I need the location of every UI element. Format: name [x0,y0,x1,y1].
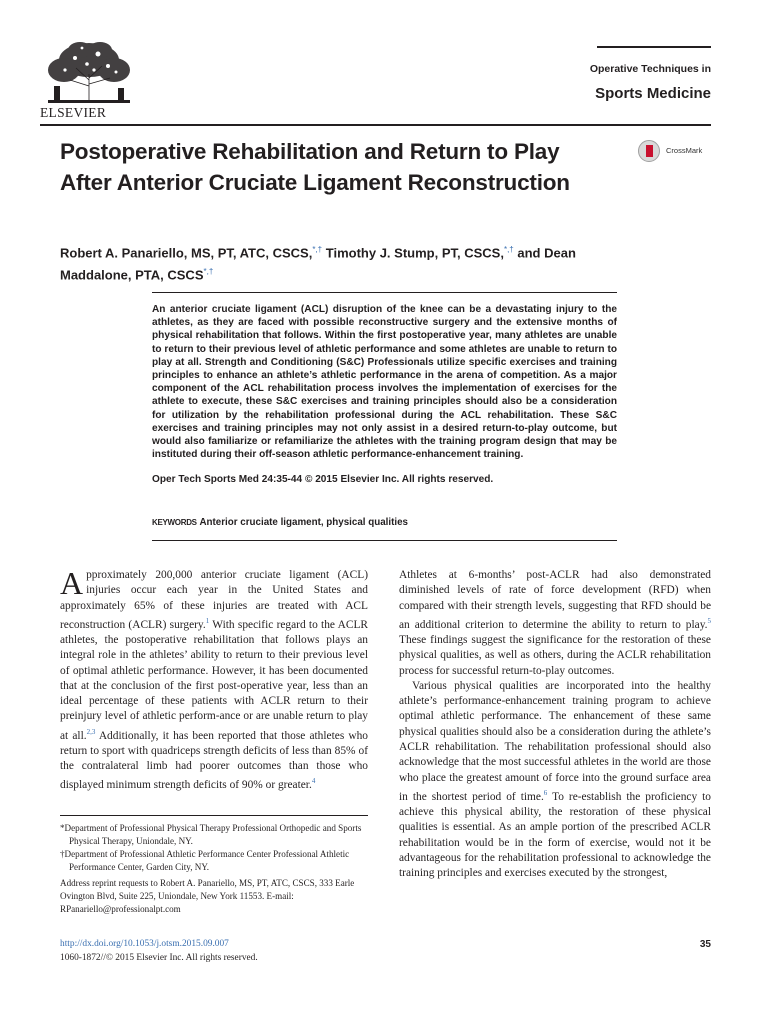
keywords-label: KEYWORDS [152,518,197,527]
footnote-rule [60,815,368,816]
abstract-text: An anterior cruciate ligament (ACL) disruption of the knee can be a devastating injury to the athletes, as they are faced with possible reconstructive surgery and the extensive months of physical rehabilitation that follows. Within the first postoperative year, many athletes are unable to return to their previous level of athletic performance and some athletes are unable to return to play at all. Strength and Conditioning (S&C) Professionals utilize specific exercises and training principles to enhance an athlete’s athletic performance in the arena of competition. As a major component of the ACL rehabilitation process involves the implementation of exercises for the athlete to execute, these S&C exercises and training principles should also be a consideration for utilization by the rehabilitation professional during the ACL rehabilitation. These S&C exercises and training principles may not only assist in a desired return-to-play outcome, but would also familiarize or refamiliarize the athletes with the training program design that may be instituted during their off-season athletic performance-enhancement training. [152,304,617,461]
body-text: Athletes at 6-months’ post-ACLR had also demonstrated diminished levels of rate of force development (RFD) when compared with their strength levels, suggesting that RFD should be an additional criterion to determine the ability to return to play. [399,569,711,631]
body-column-left [60,565,368,794]
body-text: Various physical qualities are incorporated into the healthy athlete’s performance-enhancement training program to achieve optimal athletic performance. The enhancement of these same physical qualities should also be a consideration during the athlete’s ACLR rehabilitation. The rehabilitation professional should also acknowledge that the most successful athletes in the world are those who place the greatest amount of force into the ground surface area in the shortest period of time. [399,679,711,803]
keywords-text: Anterior cruciate ligament, physical qualities [199,517,408,528]
body-text: With specific regard to the ACLR athletes, the postoperative rehabilitation that follows plays an integral role in the athletes’ ability to return to their previous level of optimal athletic performance. However, it has been documented that at the conclusion of the first post-operative year, less than an ideal percentage of these patients with ACLR return to their preinjury level of athletic perform-ance or are unable return to play at all. [60,618,368,742]
crossmark-icon [638,140,660,162]
crossmark-badge[interactable] [638,140,716,166]
body-paragraph [60,565,368,794]
copyright-notice: 1060-1872//© 2015 Elsevier Inc. All rights reserved. [60,953,258,963]
abstract-top-rule [152,292,617,293]
reference-link[interactable]: 2,3 [86,727,96,736]
author-affiliation-mark[interactable]: *,† [203,267,214,277]
reference-link[interactable]: 5 [707,616,711,625]
affiliation-footnote: *Department of Professional Physical Therapy Professional Orthopedic and Sports Physical Therapy, Uniondale, NY. [60,823,362,846]
author-name: Dean Maddalone, PTA, CSCS [60,245,576,283]
keywords-row [152,517,617,528]
page-number: 35 [699,939,711,950]
body-text: Additionally, it has been reported that those athletes who return to sport with quadriceps strength deficits of less than 85% of the contralateral limb had poorer outcomes than those who displayed minimum strength deficits of 90% or greater. [60,729,368,792]
journal-name-line1: Operative Techniques in [589,63,711,75]
author-name: Timothy J. Stump, PT, CSCS, [325,245,504,261]
body-text: pproximately 200,000 anterior cruciate ligament (ACL) injuries occur each year in the United States and approximately 65% of these injuries are treated with ACL reconstruction (ACLR) surgery. [60,569,368,631]
affiliation-footnote: †Department of Professional Athletic Performance Center Professional Athletic Performance Center, Garden City, NY. [60,849,350,872]
body-text: These findings suggest the significance for the restoration of these physical qualities, as well as others, during the ACLR rehabilitation process for successful return-to-play outcomes. [399,633,711,677]
reference-link[interactable]: 4 [311,777,316,786]
footnotes [60,822,368,916]
author-list [60,240,620,285]
doi-link[interactable]: http://dx.doi.org/10.1053/j.otsm.2015.09.007 [60,939,229,949]
reference-link[interactable]: 1 [205,616,210,625]
body-text: To re-establish the proficiency to achieve this physical ability, the restoration of these physical qualities is essential. As an ample portion of the prescribed ACLR rehabilitation would be in the form of exercise, would not it be advantageous for the rehabilitation professional to acknowledge the training principles and exercises executed by the strongest, [399,790,711,880]
publisher-name: ELSEVIER [40,105,107,120]
reference-link[interactable]: 6 [543,788,548,797]
body-paragraph [399,679,711,882]
journal-rule [597,46,711,48]
article-title: Postoperative Rehabilitation and Return to Play After Anterior Cruciate Ligament Reconstruction [60,139,570,195]
correspondence-address: Address reprint requests to Robert A. Panariello, MS, PT, ATC, CSCS, 333 Earle Ovington Blvd, Suite 225, Uniondale, New York 11553. E-mail: RPanariello@professionalpt.com [60,878,355,914]
drop-cap: A [60,565,84,601]
crossmark-label: CrossMark [666,146,703,155]
body-paragraph [399,568,711,679]
author-affiliation-mark[interactable]: *,† [312,245,323,254]
journal-name-line2: Sports Medicine [595,85,711,102]
header-divider [40,124,711,126]
author-separator: and [513,245,545,261]
author-affiliation-mark[interactable]: *,† [503,245,514,254]
author-name: Robert A. Panariello, MS, PT, ATC, CSCS, [60,245,313,261]
abstract-bottom-rule [152,540,617,541]
journal-citation: Oper Tech Sports Med 24:35-44 © 2015 Elsevier Inc. All rights reserved. [152,474,494,485]
body-column-right [399,568,711,882]
